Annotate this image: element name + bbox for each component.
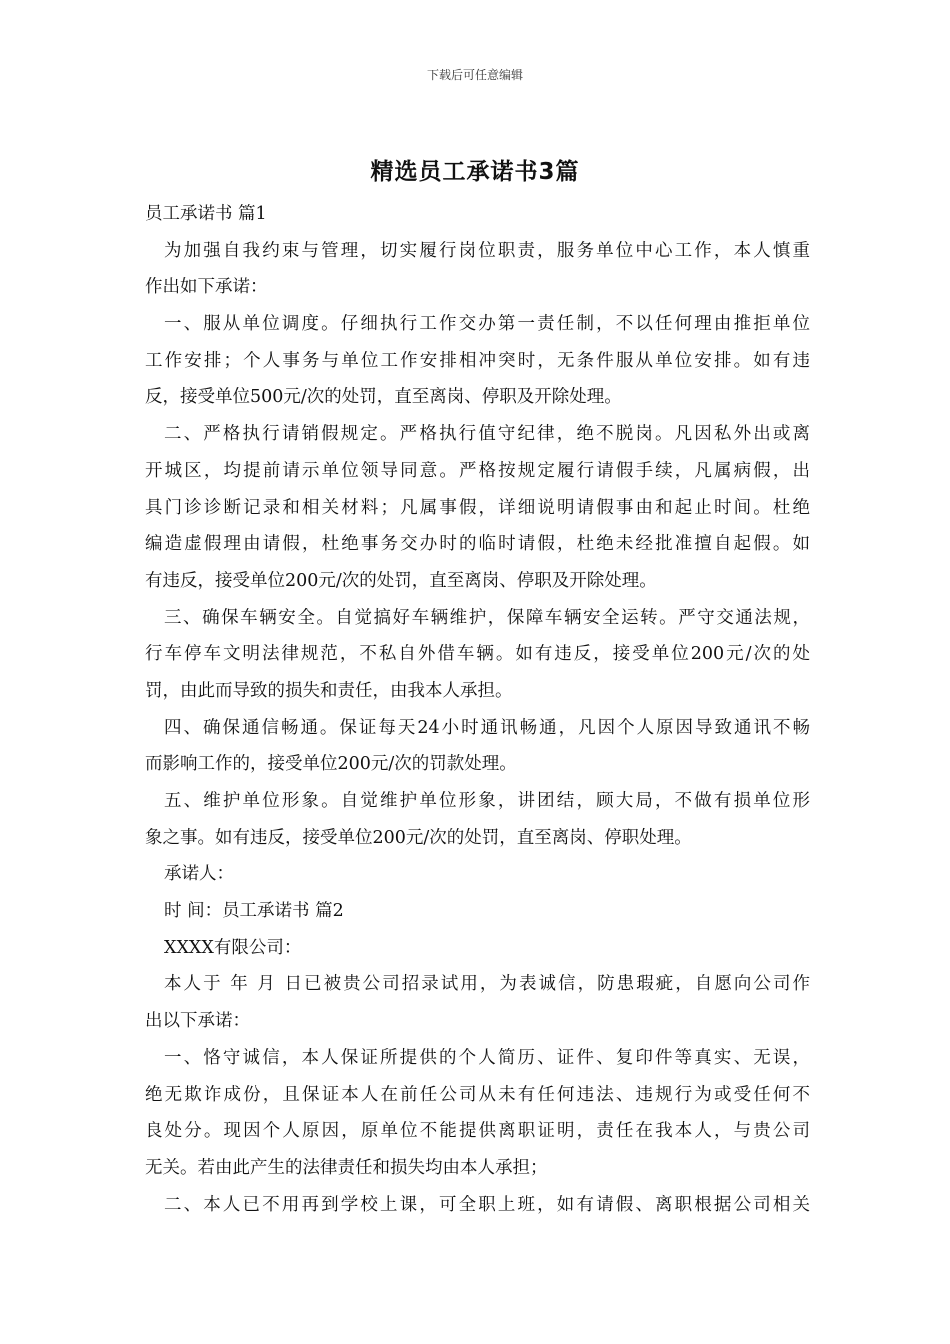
paragraph-line: 出以下承诺： — [145, 1011, 250, 1032]
document-body — [145, 196, 810, 1223]
paragraph-line: 反，接受单位500元/次的处罚，直至离岗、停职及开除处理。 — [145, 387, 622, 408]
paragraph-line: 作出如下承诺： — [145, 277, 268, 298]
paragraph-line: 一、服从单位调度。仔细执行工作交办第一责任制，不以任何理由推拒单位 — [164, 314, 810, 335]
paragraph-line: 象之事。如有违反，接受单位200元/次的处罚，直至离岗、停职处理。 — [145, 827, 692, 848]
signature-label: 承诺人： — [164, 864, 234, 885]
paragraph-line: 二、本人已不用再到学校上课，可全职上班，如有请假、离职根据公司相关 — [164, 1194, 810, 1215]
paragraph-line: 而影响工作的，接受单位200元/次的罚款处理。 — [145, 754, 517, 775]
addressee: XXXX有限公司： — [164, 937, 302, 958]
paragraph-line: 为加强自我约束与管理，切实履行岗位职责，服务单位中心工作，本人慎重 — [164, 240, 810, 261]
paragraph-line: 具门诊诊断记录和相关材料；凡属事假，详细说明请假事由和起止时间。杜绝 — [145, 497, 810, 518]
section-heading-1: 员工承诺书 篇1 — [145, 204, 267, 224]
paragraph-line: 有违反，接受单位200元/次的处罚，直至离岗、停职及开除处理。 — [145, 570, 657, 591]
date-label: 时 间：员工承诺书 篇2 — [164, 901, 344, 922]
paragraph-line: 四、确保通信畅通。保证每天24小时通讯畅通，凡因个人原因导致通讯不畅 — [164, 717, 810, 738]
paragraph-line: 绝无欺诈成份，且保证本人在前任公司从未有任何违法、违规行为或受任何不 — [145, 1084, 810, 1105]
paragraph-line: 无关。若由此产生的法律责任和损失均由本人承担； — [145, 1157, 548, 1178]
page-header: 下载后可任意编辑 — [426, 68, 523, 82]
document-title: 精选员工承诺书3篇 — [370, 159, 580, 185]
paragraph-line: 编造虚假理由请假，杜绝事务交办时的临时请假，杜绝未经批准擅自起假。如 — [145, 534, 810, 555]
paragraph-line: 罚，由此而导致的损失和责任，由我本人承担。 — [145, 680, 513, 701]
paragraph-line: 开城区，均提前请示单位领导同意。严格按规定履行请假手续，凡属病假，出 — [145, 460, 810, 481]
paragraph-line: 行车停车文明法律规范，不私自外借车辆。如有违反，接受单位200元/次的处 — [145, 644, 810, 665]
paragraph-line: 五、维护单位形象。自觉维护单位形象，讲团结，顾大局，不做有损单位形 — [164, 791, 810, 811]
paragraph-line: 三、确保车辆安全。自觉搞好车辆维护，保障车辆安全运转。严守交通法规， — [164, 607, 810, 628]
paragraph-line: 良处分。现因个人原因，原单位不能提供离职证明，责任在我本人，与贵公司 — [145, 1121, 810, 1142]
paragraph-line: 本人于 年 月 日已被贵公司招录试用，为表诚信，防患瑕疵，自愿向公司作 — [164, 974, 810, 995]
paragraph-line: 工作安排；个人事务与单位工作安排相冲突时，无条件服从单位安排。如有违 — [145, 350, 810, 371]
paragraph-line: 一、恪守诚信，本人保证所提供的个人简历、证件、复印件等真实、无误， — [164, 1047, 810, 1068]
paragraph-line: 二、严格执行请销假规定。严格执行值守纪律，绝不脱岗。凡因私外出或离 — [164, 424, 810, 445]
